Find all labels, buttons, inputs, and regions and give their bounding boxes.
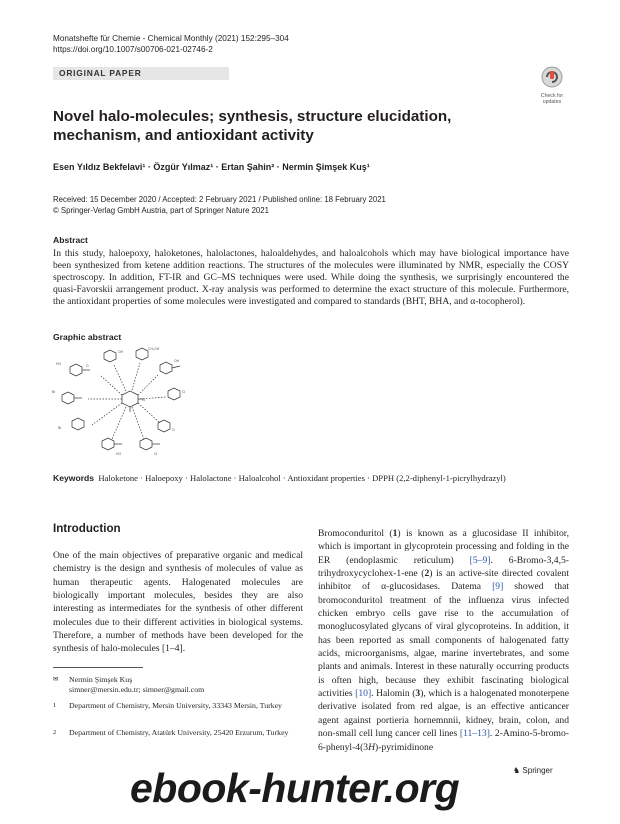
svg-text:Br: Br (58, 426, 62, 430)
corr-name: Nermin Şimşek Kuş (69, 675, 133, 684)
check-updates-icon (538, 66, 566, 88)
check-for-updates-badge[interactable] (538, 66, 566, 105)
footnote-2-number: 2 (53, 729, 57, 736)
citation-link[interactable]: [10] (355, 688, 372, 700)
keywords-label: Keywords (53, 473, 95, 483)
dates-line: Received: 15 December 2020 / Accepted: 2 February 2021 / Published online: 18 February 2021 (53, 195, 386, 204)
text-run: . Halomin ( (371, 688, 416, 700)
footnote-1-number: 1 (53, 702, 57, 709)
citation-link[interactable]: [5–9] (469, 554, 491, 566)
text-run: ), which is a halogenated monoterpene derivative isolated from red algae, is an effective anticancer agent against portieria hornemnnii, kidney, brain, colon, and non-small cell lung cancer cell lines (318, 688, 570, 740)
text-run: ) is known as a glucosidase II inhibitor, which is important in glycoprotein processing and folding in the ER (endoplasmic reticulum) (318, 528, 569, 566)
springer-horse-icon: ♞ (513, 766, 521, 775)
svg-text:HO: HO (56, 362, 62, 366)
introduction-heading: Introduction (53, 522, 121, 535)
intro-left-column: One of the main objectives of preparative organic and medical chemistry is the design and synthesis of molecules of value as human therapeutic agents. Halogenated molecules are biologically important molecules, besides they are also interesting as intermediates for the synthesis of other different molecules due to their different activities in biological systems. Therefore, a number of methods have been developed for the synthesis of halo-molecules [1–4]. (53, 550, 303, 655)
copyright-line: © Springer-Verlag GmbH Austria, part of Springer Nature 2021 (53, 206, 269, 215)
text-run: )-pyrimidinone (375, 741, 434, 753)
svg-text:O: O (172, 428, 175, 432)
text-run: . 2-Amino-5-bromo-6-phenyl-4(3 (318, 728, 569, 753)
intro-right-column (318, 527, 569, 754)
article-type-tag: ORIGINAL PAPER (53, 67, 229, 80)
svg-text:O: O (86, 364, 89, 368)
publisher-logo (513, 766, 553, 775)
badge-line2: updates (542, 99, 562, 105)
envelope-icon: ✉ (53, 676, 59, 683)
footnote-2-text: Department of Chemistry, Atatürk University, 25420 Erzurum, Turkey (69, 728, 289, 737)
corr-email[interactable]: simner@mersin.edu.tr; simner@gmail.com (69, 685, 205, 695)
badge-line1: Check for (540, 93, 564, 99)
abstract-text: In this study, haloepoxy, haloketones, halolactones, haloaldehydes, and haloalcohols which may have biological importance have been synthesized from ketene addition reactions. The structures of the molecules were illuminated by NMR, especially the COSY spectroscopy. In addition, FT-IR and GC–MS techniques were used. While doing the synthesis, we surprisingly encountered the quasi-Favorskii arrangement product. X-ray analysis was performed to determine the exact structure of this molecule. Furthermore, the antioxidant properties of some molecules were investigated and compared to standards (BHT, BHA, and α-tocopherol). (53, 248, 569, 308)
graphic-abstract-figure (48, 345, 208, 460)
svg-text:Cl: Cl (182, 390, 186, 394)
publisher-name: Springer (522, 766, 553, 775)
authors: Esen Yıldız Bekfelavi¹ · Özgür Yılmaz¹ · Ertan Şahin² · Nermin Şimşek Kuş¹ (53, 162, 370, 172)
footnote-rule (53, 667, 143, 668)
svg-text:CH₂OH: CH₂OH (148, 347, 160, 351)
svg-text:Br: Br (52, 390, 56, 394)
keywords-text: Haloketone · Haloepoxy · Halolactone · Haloalcohol · Antioxidant properties · DPPH (2,2-diphenyl-1-picrylhydrazyl) (98, 473, 506, 483)
compound-number: 1 (392, 528, 398, 539)
svg-text:OH: OH (118, 350, 124, 354)
svg-text:Cl: Cl (142, 398, 146, 402)
text-run: Bromoconduritol ( (318, 528, 393, 539)
watermark: ebook-hunter.org (130, 765, 460, 811)
text-run: . 6-Bromo-3,4,5-trihydroxycyclohex-1-ene ( (318, 554, 569, 580)
footnote-1-text: Department of Chemistry, Mersin University, 33343 Mersin, Turkey (69, 701, 282, 710)
corresponding-author (53, 675, 303, 695)
journal-line: Monatshefte für Chemie - Chemical Monthly (2021) 152:295–304 (53, 34, 289, 43)
keywords (53, 472, 553, 484)
article-title: Novel halo-molecules; synthesis, structure elucidation, mechanism, and antioxidant activity (53, 108, 452, 144)
doi-line[interactable]: https://doi.org/10.1007/s00706-021-02746-2 (53, 45, 213, 54)
svg-text:HO: HO (116, 452, 122, 456)
abstract-heading: Abstract (53, 235, 88, 245)
footnote-2 (53, 728, 303, 738)
citation-link[interactable]: [11–13] (459, 728, 490, 740)
graphic-abstract-heading: Graphic abstract (53, 332, 122, 342)
svg-text:Cl: Cl (154, 452, 158, 456)
citation-link[interactable]: [9] (492, 581, 504, 593)
compound-number: 3 (415, 688, 421, 700)
text-run: H (368, 741, 376, 753)
svg-text:OH: OH (174, 359, 180, 363)
footnote-1 (53, 701, 303, 711)
text-run: ) is an active-site directed covalent inhibitor of α-glucosidases. Datema (318, 568, 569, 593)
compound-number: 2 (424, 568, 430, 580)
text-run: showed that bromoconduritol treatment of the influenza virus infected chicken embryo cells gave rise to the accumulation of monoglucosylated glycans of viral glycoproteins. In addition, it has been reported as small components of halogenated fatty acids, microorganisms, algae, marine invertebrates, and some plants and animals. Interest in these naturally occurring products is often high, because they exhibit fascinating biological activities (318, 581, 570, 700)
